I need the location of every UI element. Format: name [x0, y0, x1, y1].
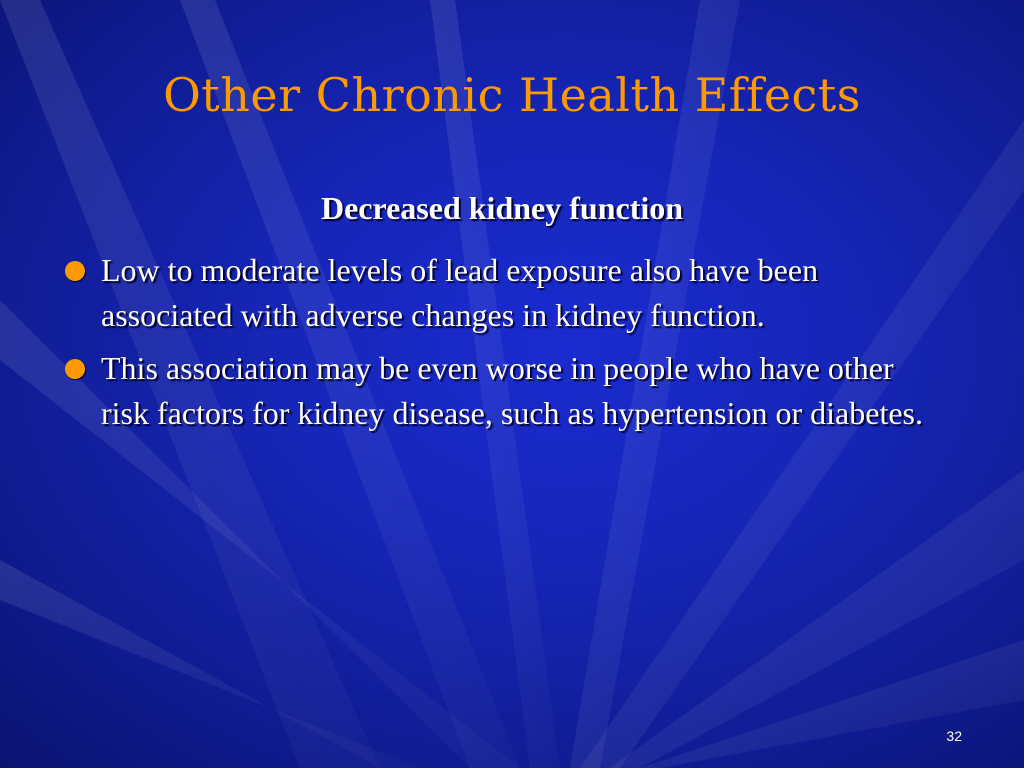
bullet-list — [58, 248, 938, 444]
bullet-text: This association may be even worse in people who have other risk factors for kidney disease, such as hypertension or diabetes. — [101, 350, 923, 431]
bullet-dot-icon — [65, 261, 85, 281]
bullet-item — [58, 248, 938, 338]
bullet-dot-icon — [65, 359, 85, 379]
bullet-text: Low to moderate levels of lead exposure also have been associated with adverse changes in kidney function. — [101, 252, 819, 333]
page-number: 32 — [946, 728, 962, 744]
section-subheading: Decreased kidney function — [320, 190, 684, 226]
slide-title: Other Chronic Health Effects — [163, 68, 861, 122]
bullet-item — [58, 346, 938, 436]
